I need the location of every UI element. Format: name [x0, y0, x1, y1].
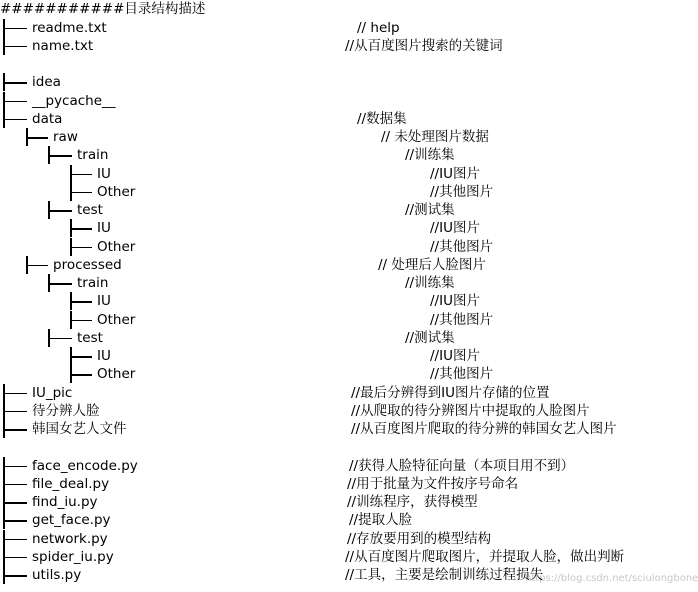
- tree-entry: [0, 219, 650, 237]
- entry-comment: //IU图片: [430, 293, 480, 310]
- entry-comment: //测试集: [405, 329, 455, 346]
- entry-name: IU: [97, 348, 111, 364]
- entry-name: IU: [97, 293, 111, 310]
- tree-branch-horizontal: [3, 28, 27, 30]
- tree-branch-horizontal: [70, 192, 92, 194]
- tree-entry: [0, 329, 650, 347]
- entry-comment: //IU图片: [430, 348, 480, 364]
- entry-name: find_iu.py: [32, 494, 98, 510]
- tree-entry: [0, 475, 650, 493]
- entry-comment: //训练集: [405, 275, 455, 291]
- tree-branch-horizontal: [70, 356, 92, 358]
- tree-entry: [0, 146, 650, 164]
- tree-entry: [0, 548, 650, 566]
- tree-entry: [0, 365, 650, 383]
- tree-entry: [0, 92, 650, 110]
- tree-branch-horizontal: [70, 301, 92, 303]
- entry-name: raw: [53, 129, 78, 145]
- tree-branch-horizontal: [70, 228, 92, 230]
- tree-entry: [0, 238, 650, 256]
- tree-branch-horizontal: [48, 283, 72, 285]
- entry-name: network.py: [32, 530, 108, 547]
- tree-entry: [0, 165, 650, 183]
- tree-entry: [0, 292, 650, 310]
- entry-comment: //存放要用到的模型结构: [347, 530, 492, 547]
- entry-comment: //训练集: [405, 147, 455, 164]
- entry-comment: //数据集: [357, 110, 407, 127]
- entry-comment: // 处理后人脸图片: [378, 256, 486, 273]
- tree-branch-horizontal: [3, 502, 27, 504]
- entry-comment: // help: [357, 19, 400, 36]
- entry-name: test: [77, 202, 103, 218]
- tree-branch-horizontal: [3, 466, 27, 468]
- tree-branch-horizontal: [70, 374, 92, 376]
- entry-comment: //其他图片: [430, 366, 494, 383]
- entry-name: utils.py: [32, 567, 82, 583]
- entry-comment: //其他图片: [430, 311, 494, 328]
- entry-name: file_deal.py: [32, 475, 110, 492]
- entry-name: readme.txt: [32, 19, 107, 36]
- entry-comment: //用于批量为文件按序号命名: [347, 475, 519, 492]
- entry-name: data: [32, 110, 63, 127]
- tree-entry: [0, 37, 650, 55]
- tree-branch-horizontal: [48, 210, 72, 212]
- tree-title: ###########目录结构描述: [0, 1, 206, 17]
- tree-branch-horizontal: [3, 557, 27, 559]
- entry-comment: //获得人脸特征向量（本项目用不到）: [349, 457, 575, 474]
- entry-name: 待分辨人脸: [32, 402, 100, 419]
- entry-name: Other: [97, 366, 136, 383]
- entry-name: processed: [53, 256, 122, 273]
- tree-entry: [0, 128, 650, 146]
- entry-name: Other: [97, 238, 136, 255]
- entry-name: __pycache__: [32, 92, 116, 109]
- tree-entry: [0, 256, 650, 274]
- tree-entry: [0, 511, 650, 529]
- tree-entry: [0, 493, 650, 511]
- entry-comment: //IU图片: [430, 220, 480, 237]
- tree-branch-horizontal: [3, 411, 27, 413]
- tree-branch-horizontal: [3, 46, 27, 48]
- entry-name: Other: [97, 183, 136, 200]
- entry-comment: //其他图片: [430, 183, 494, 200]
- tree-branch-horizontal: [26, 265, 48, 267]
- entry-comment: //从百度图片爬取的待分辨的韩国女艺人图片: [351, 421, 617, 437]
- entry-comment: // 未处理图片数据: [381, 129, 489, 145]
- entry-name: idea: [32, 74, 61, 91]
- entry-name: Other: [97, 311, 136, 328]
- tree-entry: [0, 566, 650, 584]
- tree-branch-horizontal: [48, 155, 72, 157]
- entry-comment: //从百度图片爬取图片，并提取人脸，做出判断: [345, 548, 625, 565]
- entry-comment: //工具，主要是绘制训练过程损失: [345, 567, 544, 583]
- tree-entry: [0, 402, 650, 420]
- entry-comment: //从百度图片搜索的关键词: [345, 37, 503, 54]
- tree-entry: [0, 183, 650, 201]
- entry-name: face_encode.py: [32, 457, 138, 474]
- entry-name: name.txt: [32, 37, 94, 54]
- tree-entry: [0, 73, 650, 91]
- tree-entry: [0, 530, 650, 548]
- tree-entry: [0, 311, 650, 329]
- tree-branch-horizontal: [70, 247, 92, 249]
- entry-name: IU: [97, 220, 111, 237]
- tree-branch-horizontal: [3, 575, 27, 577]
- tree-branch-horizontal: [3, 119, 27, 121]
- entry-name: train: [77, 275, 109, 291]
- tree-entry: [0, 384, 650, 402]
- entry-comment: //提取人脸: [349, 512, 413, 529]
- tree-entry: [0, 274, 650, 292]
- tree-branch-horizontal: [3, 539, 27, 541]
- entry-name: train: [77, 147, 109, 164]
- entry-name: IU: [97, 165, 111, 182]
- tree-branch-horizontal: [70, 174, 92, 176]
- tree-branch-horizontal: [3, 101, 27, 103]
- entry-name: test: [77, 329, 103, 346]
- tree-branch-horizontal: [3, 484, 27, 486]
- tree-branch-horizontal: [3, 520, 27, 522]
- entry-name: spider_iu.py: [32, 548, 114, 565]
- tree-branch-horizontal: [26, 137, 48, 139]
- entry-comment: //测试集: [405, 202, 455, 218]
- entry-name: 韩国女艺人文件: [32, 421, 127, 437]
- tree-entry: [0, 347, 650, 365]
- tree-entry: [0, 201, 650, 219]
- tree-branch-horizontal: [3, 393, 27, 395]
- entry-name: IU_pic: [32, 384, 73, 401]
- tree-entry: [0, 457, 650, 475]
- tree-entry: [0, 19, 650, 37]
- entry-comment: //从爬取的待分辨图片中提取的人脸图片: [351, 402, 590, 419]
- tree-branch-horizontal: [48, 338, 72, 340]
- tree-branch-horizontal: [70, 320, 92, 322]
- entry-comment: //训练程序，获得模型: [347, 494, 478, 510]
- entry-comment: //其他图片: [430, 238, 494, 255]
- tree-entry: [0, 420, 650, 438]
- tree-entry: [0, 110, 650, 128]
- entry-name: get_face.py: [32, 512, 111, 529]
- tree-branch-horizontal: [3, 82, 27, 84]
- entry-comment: //最后分辨得到IU图片存储的位置: [351, 384, 550, 401]
- tree-branch-horizontal: [3, 429, 27, 431]
- watermark-text: https://blog.csdn.net/sciulongbone: [525, 573, 698, 584]
- entry-comment: //IU图片: [430, 165, 480, 182]
